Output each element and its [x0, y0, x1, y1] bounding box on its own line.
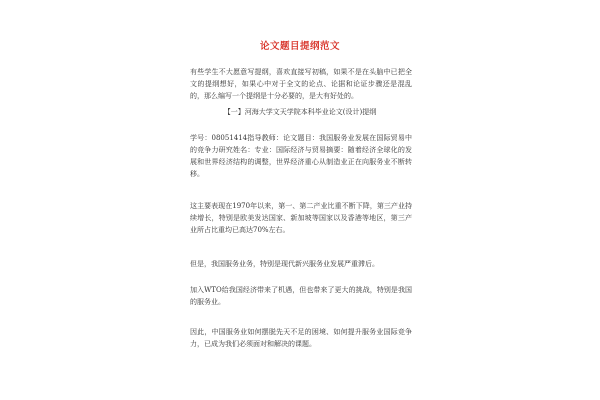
source-heading: 【一】河海大学文天学院本科毕业论文(设计)提纲: [223, 108, 377, 116]
body-paragraph-1: [190, 200, 412, 236]
paragraph-4-text: 因此，中国服务业如何摆脱先天不足的困境、如何提升服务业国际竞争力，已成为我们必须面对和解决的课题。: [190, 328, 412, 348]
page-title: 论文题目提纲范文: [259, 41, 340, 52]
student-info-paragraph: [190, 132, 412, 180]
intro-paragraph: [190, 66, 412, 102]
body-paragraph-2: [190, 258, 412, 270]
paragraph-1-text: 这主要表现在1970年以来，第一、第二产业比重不断下降，第三产业持续增长，特别是欧美发达国家、新加坡等国家以及香港等地区，第三产业所占比重均已高达70%左右。: [190, 202, 412, 234]
paragraph-3-text: 加入WTO给我国经济带来了机遇，但也带来了更大的挑战，特别是我国的服务业。: [190, 286, 412, 306]
body-paragraph-4: [190, 326, 412, 350]
paragraph-2-text: 但是，我国服务业务，特别是现代新兴服务业发展严重滞后。: [190, 260, 379, 268]
student-info-text: 学号：08051414指导教师：论文题目：我国服务业发展在国际贸易中的竞争力研究姓名：专业：国际经济与贸易摘要：随着经济全球化的发展和世界经济结构的调整，世界经济重心从制造业正在向服务业不断转移。: [190, 134, 412, 178]
intro-text: 有些学生不大愿意写提纲，喜欢直接写初稿，如果不是在头脑中已把全文的提纲想好，如果心中对于全文的论点、论据和论证步骤还是混乱的，那么编写一个提纲是十分必要的，是大有好处的。: [190, 68, 412, 100]
body-paragraph-3: [190, 284, 412, 308]
